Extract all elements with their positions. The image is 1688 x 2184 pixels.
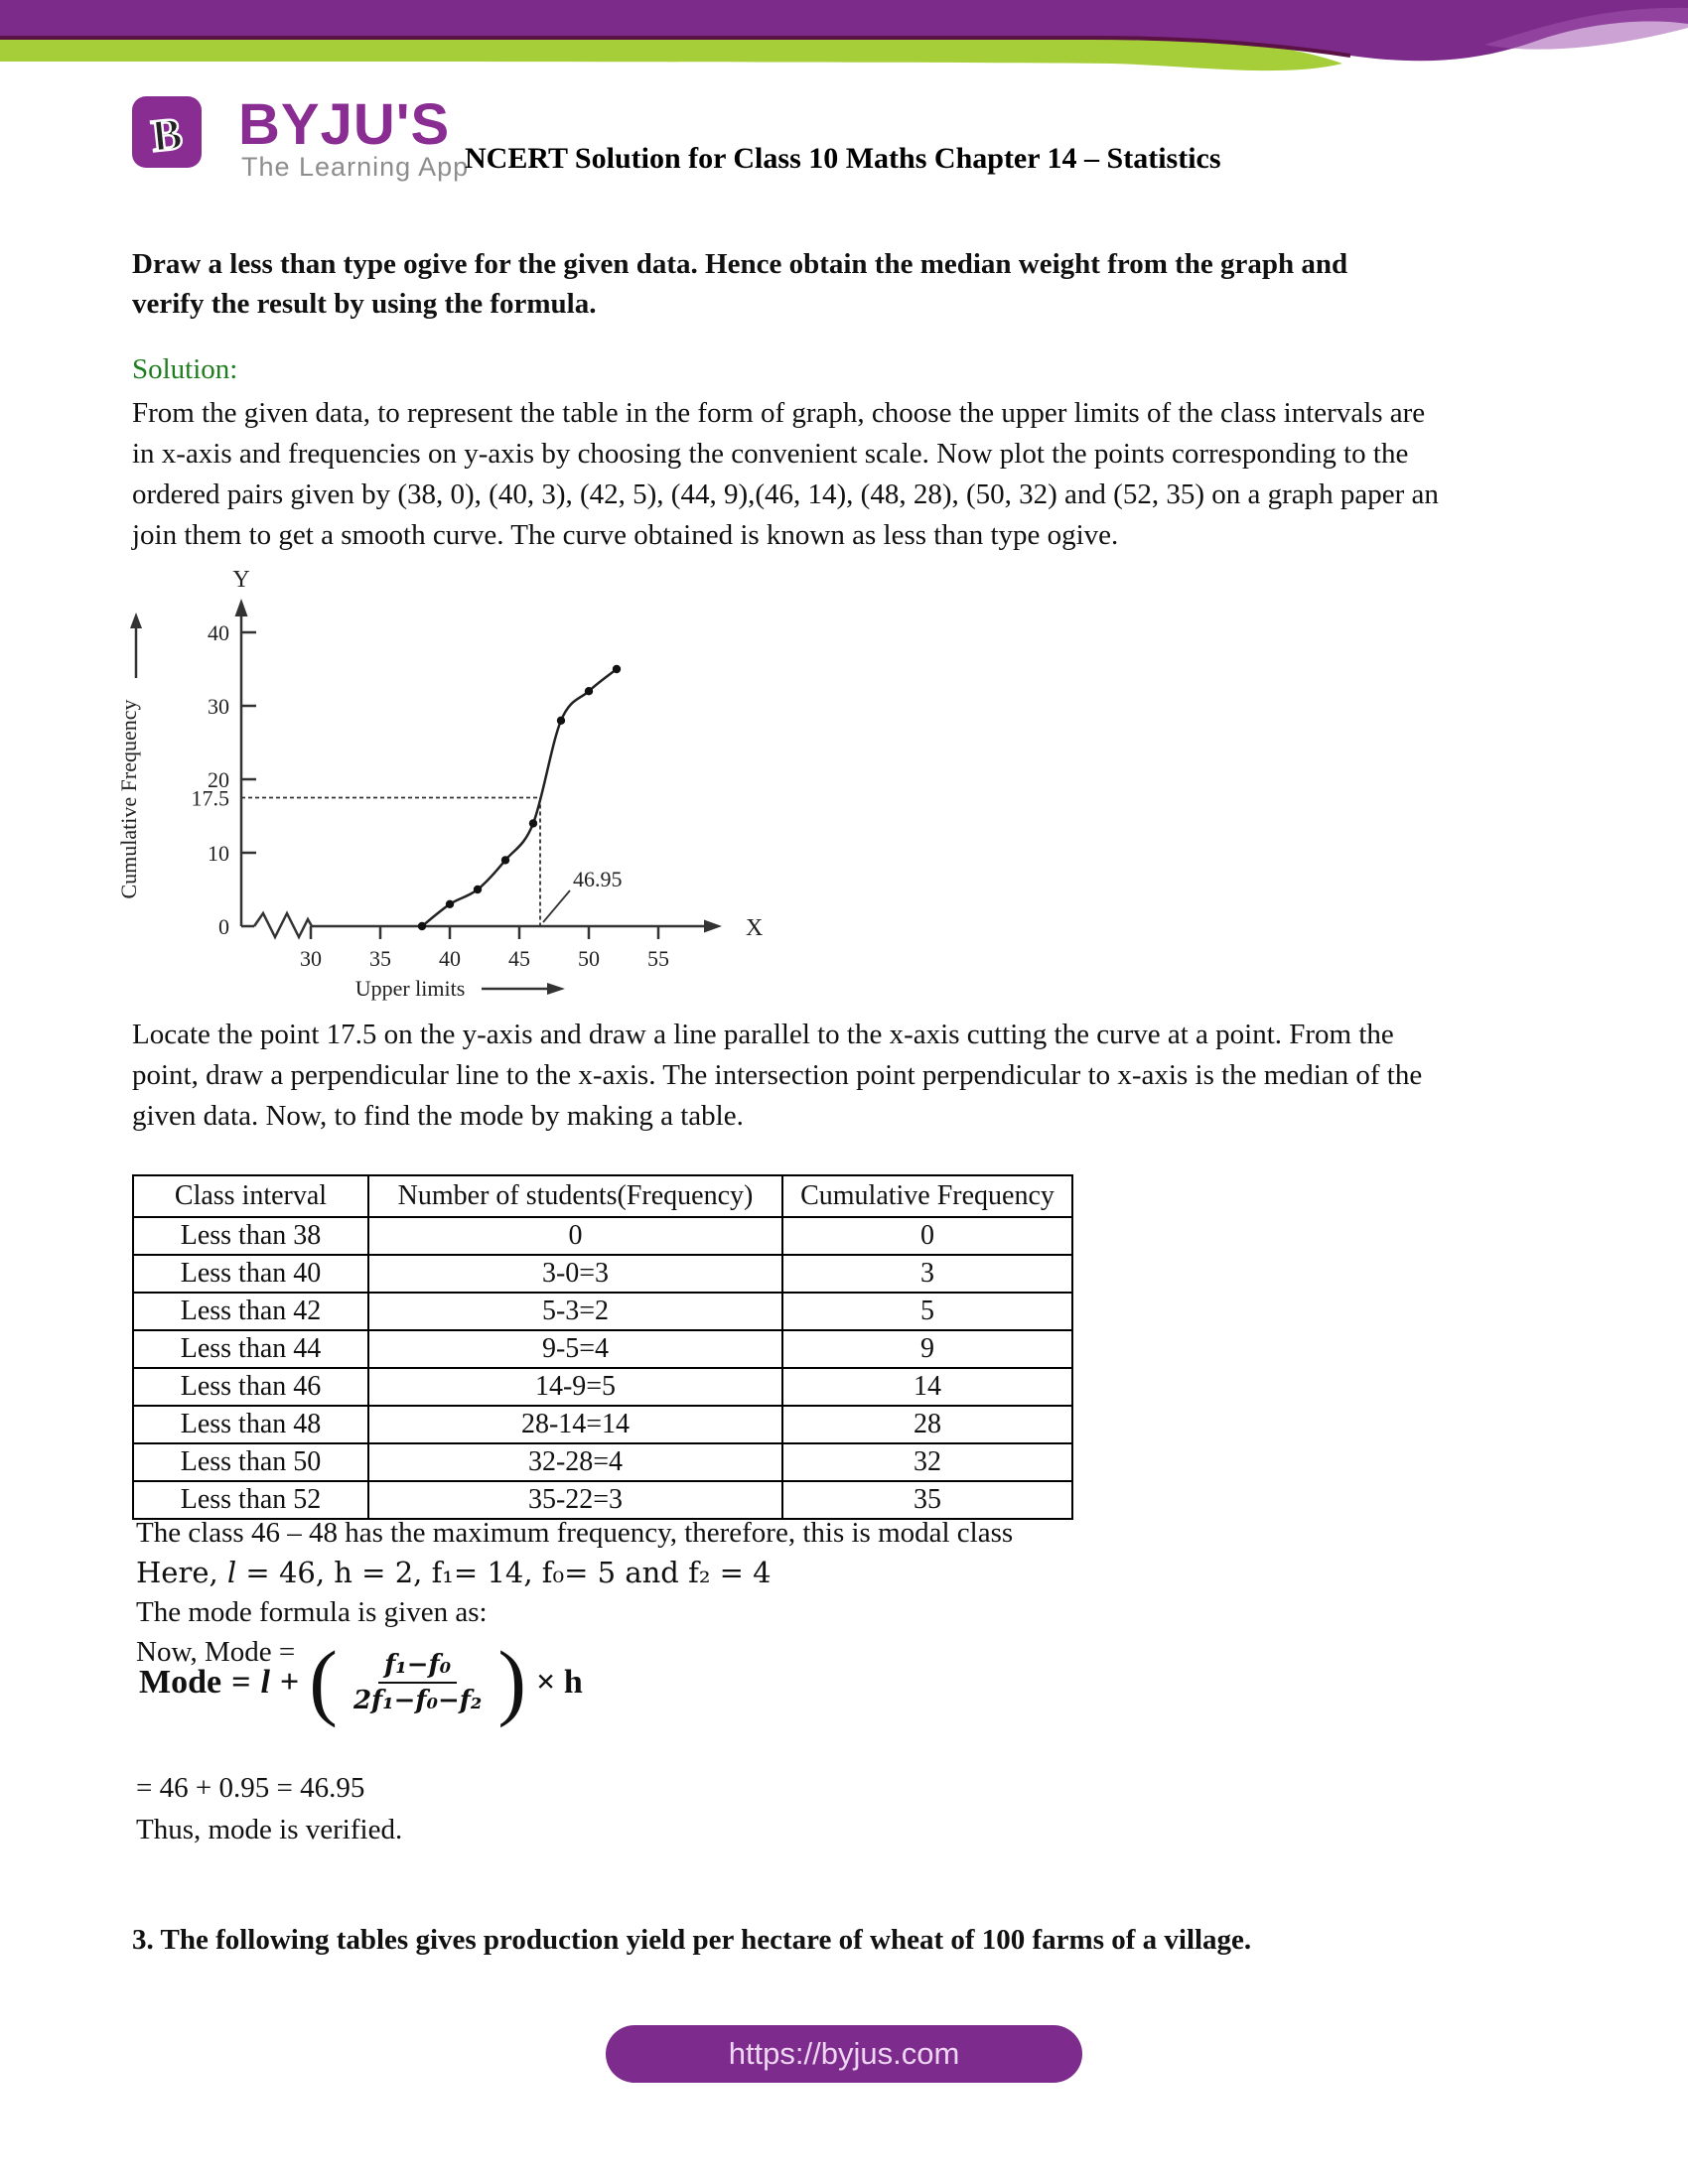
table-cell: 9-5=4 bbox=[368, 1330, 782, 1368]
table-cell: 28-14=14 bbox=[368, 1406, 782, 1443]
table-cell: Less than 50 bbox=[133, 1443, 368, 1481]
para2-line2: point, draw a perpendicular line to the x-axis. The intersection point perpendicular to x-axis is the median of the bbox=[132, 1059, 1423, 1091]
para1-line2: in x-axis and frequencies on y-axis by choosing the convenient scale. Now plot the points corresponding to the bbox=[132, 438, 1409, 470]
frequency-table bbox=[132, 1174, 1073, 1520]
y-tick-label: 10 bbox=[208, 841, 229, 866]
median-pointer-line bbox=[543, 890, 570, 922]
table-cell: 3 bbox=[782, 1255, 1072, 1293]
table-cell: 32 bbox=[782, 1443, 1072, 1481]
median-value-label: 46.95 bbox=[573, 867, 623, 891]
table-row bbox=[133, 1217, 1072, 1255]
question-line-2: verify the result by using the formula. bbox=[132, 288, 597, 320]
question-text bbox=[132, 244, 1572, 324]
brand-tagline: The Learning App bbox=[241, 152, 470, 182]
table-cell: 35 bbox=[782, 1481, 1072, 1519]
x-tick-label: 40 bbox=[439, 946, 461, 971]
y-tick-label: 17.5 bbox=[191, 785, 229, 811]
byjus-logo-mark bbox=[132, 96, 202, 168]
solution-paragraph-2 bbox=[132, 1015, 1582, 1137]
data-point-dot bbox=[585, 687, 593, 695]
y-tick-label: 20 bbox=[208, 767, 229, 792]
formula-plus: + bbox=[279, 1664, 300, 1701]
table-cell: 14 bbox=[782, 1368, 1072, 1406]
x-tick-group bbox=[300, 926, 669, 971]
modal-class-line2: Here, l = 46, h = 2, f₁= 14, f₀= 5 and f₂ = 4 bbox=[136, 1556, 772, 1589]
table-header-class-interval: Class interval bbox=[133, 1175, 368, 1217]
y-tick-label: 40 bbox=[208, 620, 229, 645]
question-3-text: 3. The following tables gives production yield per hectare of wheat of 100 farms of a village. bbox=[132, 1924, 1252, 1956]
para1-line4: join them to get a smooth curve. The curve obtained is known as less than type ogive. bbox=[132, 519, 1119, 551]
x-axis-arrowhead bbox=[704, 920, 722, 933]
banner-green-shape bbox=[0, 38, 1342, 70]
table-cell: 14-9=5 bbox=[368, 1368, 782, 1406]
formula-times-h: × h bbox=[535, 1664, 583, 1701]
y-tick-label: 30 bbox=[208, 694, 229, 719]
table-header-cumulative: Cumulative Frequency bbox=[782, 1175, 1072, 1217]
x-tick-label: 50 bbox=[578, 946, 600, 971]
para2-line1: Locate the point 17.5 on the y-axis and draw a line parallel to the x-axis cutting the curve at a point. From the bbox=[132, 1019, 1394, 1050]
header-banner bbox=[0, 0, 1688, 99]
mode-formula: Mode = l + ( $\frac{\text{f₁−f₀}}{\text{2f₁−f₀−f₂}}$ ) × h bbox=[139, 1633, 583, 1728]
table-row bbox=[133, 1330, 1072, 1368]
modal-class-line3: The mode formula is given as: bbox=[136, 1596, 488, 1628]
footer-url-button[interactable] bbox=[606, 2025, 1082, 2083]
table-cell: 32-28=4 bbox=[368, 1443, 782, 1481]
para1-line1: From the given data, to represent the table in the form of graph, choose the upper limits of the class intervals are bbox=[132, 397, 1426, 429]
result-text bbox=[136, 1767, 402, 1850]
x-axis-letter: X bbox=[746, 915, 764, 941]
axis-break-zigzag bbox=[254, 913, 312, 937]
data-point-dot bbox=[501, 856, 509, 864]
formula-l: l bbox=[260, 1664, 270, 1701]
modal-class-text bbox=[136, 1513, 1013, 1672]
para1-line3: ordered pairs given by (38, 0), (40, 3), (42, 5), (44, 9),(46, 14), (48, 28), (50, 32) and (52, 35) on a graph paper an bbox=[132, 478, 1439, 510]
data-point-dot bbox=[446, 900, 454, 908]
table-header-row bbox=[133, 1175, 1072, 1217]
data-point-dot bbox=[613, 665, 621, 673]
y-tick-group bbox=[192, 620, 257, 939]
page-title: NCERT Solution for Class 10 Maths Chapter 14 – Statistics bbox=[465, 142, 1221, 175]
table-cell: Less than 42 bbox=[133, 1293, 368, 1330]
data-point-dot bbox=[529, 819, 537, 827]
table-cell: 9 bbox=[782, 1330, 1072, 1368]
para2-line3: given data. Now, to find the mode by making a table. bbox=[132, 1100, 744, 1132]
x-axis-title: Upper limits bbox=[354, 976, 466, 1001]
y-axis-title: Cumulative Frequency bbox=[116, 699, 141, 899]
x-tick-label: 35 bbox=[369, 946, 391, 971]
y-axis-letter: Y bbox=[232, 567, 250, 593]
ogive-chart bbox=[102, 549, 787, 1008]
table-cell: 0 bbox=[782, 1217, 1072, 1255]
logo-b-glyph: B bbox=[149, 107, 185, 162]
table-cell: 28 bbox=[782, 1406, 1072, 1443]
y-axis-title-arrowhead bbox=[130, 613, 142, 628]
table-cell: Less than 52 bbox=[133, 1481, 368, 1519]
question-line-1: Draw a less than type ogive for the given data. Hence obtain the median weight from the graph and bbox=[132, 248, 1348, 280]
table-row bbox=[133, 1368, 1072, 1406]
table-row bbox=[133, 1443, 1072, 1481]
brand-text: BYJU'S bbox=[238, 92, 451, 157]
modal-class-line1: The class 46 – 48 has the maximum frequency, therefore, this is modal class bbox=[136, 1517, 1014, 1549]
solution-paragraph-1 bbox=[132, 393, 1582, 556]
x-tick-label: 30 bbox=[300, 946, 322, 971]
table-cell: 5-3=2 bbox=[368, 1293, 782, 1330]
formula-numerator: f₁−f₀ bbox=[378, 1650, 457, 1684]
result-line1: = 46 + 0.95 = 46.95 bbox=[136, 1772, 365, 1804]
table-cell: 0 bbox=[368, 1217, 782, 1255]
median-construction-lines bbox=[241, 798, 623, 927]
formula-mode: Mode bbox=[139, 1664, 222, 1701]
table-cell: Less than 40 bbox=[133, 1255, 368, 1293]
formula-denominator: 2f₁−f₀−f₂ bbox=[352, 1686, 483, 1715]
data-point-dot bbox=[474, 886, 482, 893]
formula-fraction bbox=[348, 1650, 488, 1715]
table-header-frequency: Number of students(Frequency) bbox=[368, 1175, 782, 1217]
table-cell: Less than 48 bbox=[133, 1406, 368, 1443]
table-cell: 3-0=3 bbox=[368, 1255, 782, 1293]
result-line2: Thus, mode is verified. bbox=[136, 1814, 403, 1845]
solution-label: Solution: bbox=[132, 353, 238, 385]
table-row bbox=[133, 1293, 1072, 1330]
table-cell: 35-22=3 bbox=[368, 1481, 782, 1519]
table-cell: Less than 46 bbox=[133, 1368, 368, 1406]
x-tick-label: 45 bbox=[508, 946, 530, 971]
table-cell: 5 bbox=[782, 1293, 1072, 1330]
formula-eq: = bbox=[231, 1664, 251, 1701]
footer-url-label: https://byjus.com bbox=[728, 2036, 960, 2071]
table-row bbox=[133, 1255, 1072, 1293]
x-tick-label: 55 bbox=[647, 946, 669, 971]
table-row bbox=[133, 1406, 1072, 1443]
data-point-dot bbox=[557, 717, 565, 725]
x-axis-title-arrowhead bbox=[547, 983, 565, 995]
y-axis-arrowhead bbox=[235, 599, 248, 616]
modal-class-line4: Now, Mode = bbox=[136, 1636, 296, 1668]
table-cell: Less than 44 bbox=[133, 1330, 368, 1368]
table-cell: Less than 38 bbox=[133, 1217, 368, 1255]
y-tick-label: 0 bbox=[218, 914, 229, 939]
data-point-dot bbox=[418, 922, 426, 930]
